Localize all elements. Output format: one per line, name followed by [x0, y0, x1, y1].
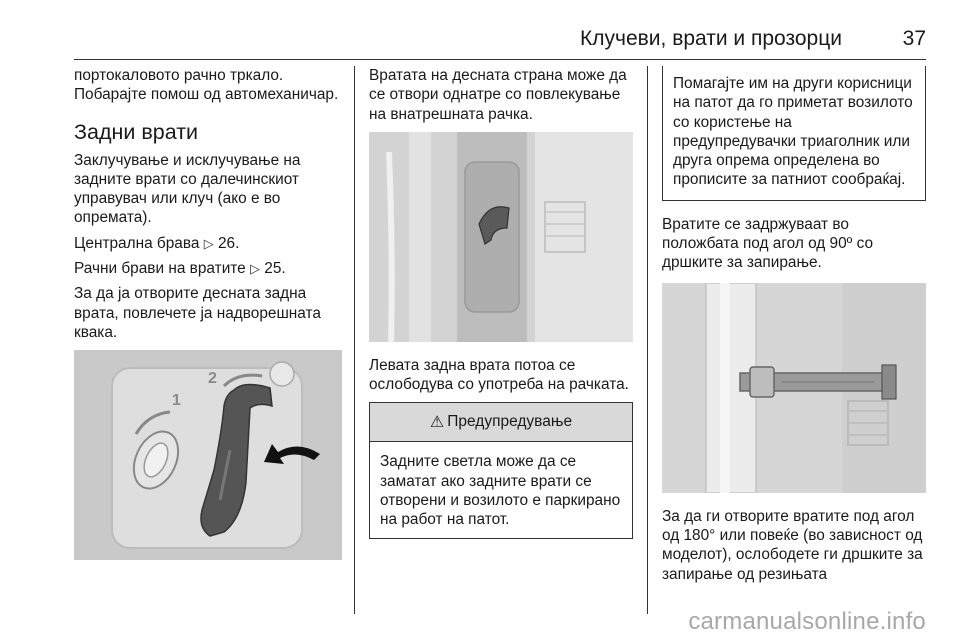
door-check-strap-illustration [662, 283, 926, 493]
reference-page: 26. [218, 234, 240, 252]
column-divider-1 [354, 66, 355, 614]
column-divider-2 [647, 66, 648, 614]
column-3 [662, 66, 926, 590]
interior-handle-illustration [369, 132, 633, 342]
paragraph: портокаловото рачно тркало. Побарајте помош од автомеханичар. [74, 67, 339, 104]
page-number: 37 [902, 27, 926, 50]
warning-title: Предупредување [447, 413, 573, 431]
interior-drawing [369, 132, 633, 342]
paragraph: За да ја отворите десната задна врата, повлечете ја надворешната квака. [74, 285, 321, 341]
reference-text: Централна брава [74, 234, 200, 252]
column-1 [74, 66, 342, 560]
warning-text: Помагајте им на други корисници на патот да го приметат возилото со користење на предупредувачки триаголник или друга опрема определена во прописите за патниот сообраќај. [673, 75, 913, 189]
warning-text: Задните светла може да се заматат ако задните врати се отворени и возилото е паркирано на работ на патот. [380, 453, 621, 529]
warning-box [369, 402, 633, 538]
strap-drawing [662, 283, 926, 493]
paragraph: За да ги отворите вратите под агол од 180° или повеќе (во зависност од моделот), ослободете ги дршките за запирање од резињата [662, 507, 923, 583]
watermark: carmanualsonline.info [688, 608, 926, 635]
section-heading: Задни врати [74, 119, 199, 144]
warning-box-continued [662, 66, 926, 201]
column-2 [369, 66, 633, 539]
paragraph: Вратата на десната страна може да се отвори однатре со повлекување на внатрешната рачка. [369, 67, 627, 123]
header-rule [74, 59, 926, 60]
paragraph: Заклучување и исклучување на задните врати со далечинскиот управувач или клуч (ако е во опремата). [74, 151, 301, 227]
page-header [74, 27, 926, 57]
page-reference-arrow-icon: ▷ [250, 261, 261, 277]
reference-page: 25. [264, 260, 286, 278]
exterior-handle-illustration [74, 350, 342, 560]
page-reference-arrow-icon: ▷ [203, 235, 214, 251]
cross-reference[interactable] [74, 234, 342, 253]
cross-reference[interactable] [74, 259, 342, 278]
warning-body [370, 442, 632, 537]
chapter-title: Клучеви, врати и прозорци [580, 27, 842, 50]
figure-mark-1: 1 [172, 392, 181, 410]
warning-triangle-icon: ⚠ [429, 414, 445, 432]
figure-mark-2: 2 [208, 370, 217, 388]
paragraph: Вратите се задржуваат во положбата под агол од 90º со дршките за запирање. [662, 215, 874, 272]
paragraph: Левата задна врата потоа се ослободува со употреба на рачката. [369, 356, 629, 394]
warning-header [370, 403, 632, 442]
reference-text: Рачни брави на вратите [74, 260, 246, 278]
